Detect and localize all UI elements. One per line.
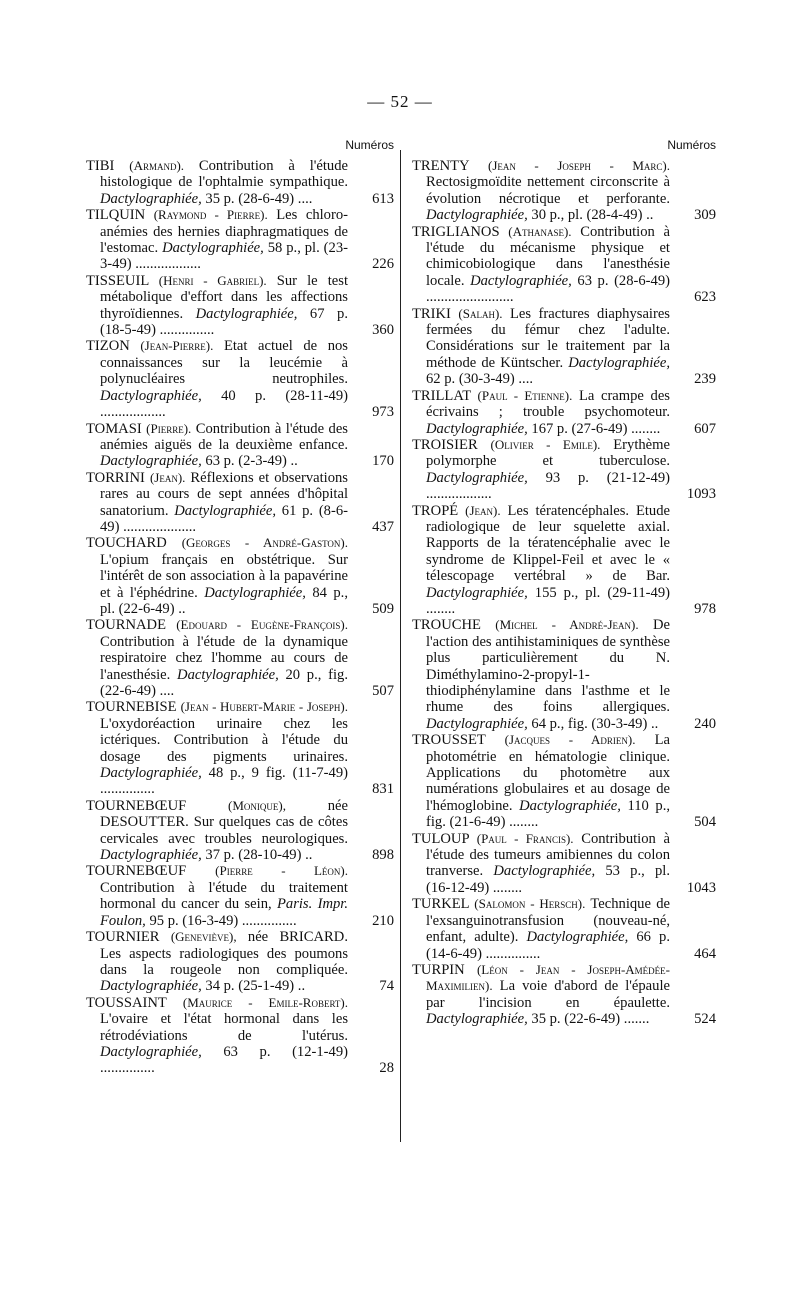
publication: Dactylographiée, [100, 978, 202, 995]
thesis-entry [86, 995, 394, 1077]
author-surname: TURKEL [412, 896, 470, 913]
publication-details: 93 p. (21-12-49) .................. [426, 469, 670, 503]
author-surname: TRIGLIANOS [412, 223, 500, 240]
thesis-title: Rectosigmoïdite nettement circonscrite à évolution nécrotique et perforante. [426, 174, 670, 207]
author-given-names: (Jean - Hubert-Marie - Joseph). [180, 699, 348, 715]
author-surname: TOMASI [86, 420, 142, 437]
thesis-title: Erythème polymorphe et tuberculose. [426, 436, 670, 470]
author-surname: TOURNEBŒUF [86, 863, 187, 880]
entry-number: 524 [694, 1011, 716, 1028]
column-header-right: Numéros [667, 138, 716, 152]
entry-text [86, 158, 348, 207]
author-given-names: (Raymond - Pierre). [153, 207, 268, 223]
publication-details: 63 p. (2-3-49) .. [205, 453, 298, 470]
thesis-title: La photométrie en hématologie clinique. Applications du photomètre aux numérations globulaires et au dosage de l'hémoglobine. [426, 732, 670, 814]
entry-text [412, 732, 670, 830]
entry-text [412, 158, 670, 224]
publication: Dactylographiée, [177, 666, 279, 683]
author-given-names: (Paul - Etienne). [477, 387, 573, 403]
entry-text [412, 437, 670, 503]
thesis-title: L'opium français en obstétrique. Sur l'intérêt de son association à la papavérine et à l'éphédrine. [100, 551, 348, 601]
entry-text [86, 421, 348, 470]
thesis-entry [412, 306, 716, 388]
entry-number: 613 [372, 190, 394, 207]
publication: Paris. Impr. Foulon, [100, 896, 348, 929]
author-given-names: (Armand). [129, 158, 185, 173]
entry-number: 1093 [686, 486, 716, 503]
entry-text [412, 962, 670, 1028]
entry-number: 210 [372, 912, 394, 929]
thesis-title: L'ovaire et l'état hormonal dans les rétrodéviations de l'utérus. [100, 1011, 348, 1044]
thesis-title: Les tératencéphales. Etude radiologique de leur squelette axial. Rapports de la tératencéphalie avec le syndrome de Klippel-Feil et avec le « télescopage vertébral » de Bar. [426, 502, 670, 585]
entry-number: 898 [372, 847, 394, 864]
author-surname: TRILLAT [412, 387, 471, 404]
thesis-entry [86, 273, 394, 339]
thesis-entry [86, 535, 394, 617]
thesis-entry [86, 158, 394, 207]
entry-text [86, 207, 348, 273]
thesis-entry [86, 699, 394, 797]
thesis-entry [412, 158, 716, 224]
author-given-names: (Michel - André-Jean). [495, 617, 639, 633]
author-surname: TRIKI [412, 305, 451, 322]
author-surname: TROUSSET [412, 732, 486, 749]
entry-number: 623 [694, 289, 716, 306]
publication-details: 63 p. (28-6-49) ........................ [426, 272, 670, 306]
entry-text [86, 338, 348, 420]
author-surname: TORRINI [86, 469, 145, 486]
publication: Dactylographiée, [426, 584, 528, 601]
entry-number: 507 [372, 683, 394, 699]
entry-number: 226 [372, 256, 394, 273]
entry-text [86, 863, 348, 929]
author-given-names: (Olivier - Emile). [490, 436, 601, 452]
author-given-names: (Henri - Gabriel). [158, 272, 267, 288]
thesis-title: Les chloro-anémies des hernies diaphragmatiques de l'estomac. [100, 207, 348, 257]
thesis-title: Contribution à l'étude des tumeurs amibiennes du colon tranverse. [426, 830, 670, 880]
author-given-names: (Athanase). [508, 223, 572, 239]
author-given-names: (Edouard - Eugène-François). [176, 617, 348, 633]
author-given-names: (Jean). [149, 469, 186, 485]
publication-details: 167 p. (27-6-49) ........ [531, 420, 661, 437]
thesis-entry [412, 962, 716, 1028]
thesis-title: née BRICARD. Les aspects radiologiques des poumons dans la rougeole non compliquée. [100, 929, 348, 978]
publication-details: 61 p. (8-6-49) .................... [100, 502, 348, 535]
author-given-names: (Jean - Joseph - Marc). [487, 158, 670, 173]
entry-text [412, 503, 670, 618]
author-given-names: (Jean-Pierre). [140, 338, 214, 354]
entry-number: 978 [694, 600, 716, 617]
publication: Dactylographiée, [470, 272, 572, 289]
publication: Dactylographiée, [195, 305, 298, 322]
right-column [412, 138, 716, 1028]
author-given-names: (Pierre - Léon). [215, 863, 349, 879]
author-given-names: (Geneviève), [170, 929, 237, 945]
thesis-entry [86, 863, 394, 929]
column-divider [400, 150, 401, 1142]
author-surname: TILQUIN [86, 207, 146, 224]
entry-text [86, 535, 348, 617]
author-surname: TRENTY [412, 158, 470, 174]
entry-text [86, 617, 348, 699]
author-given-names: (Pierre). [146, 420, 192, 436]
publication: Dactylographiée, [100, 765, 202, 782]
entry-number: 1043 [686, 879, 716, 896]
author-surname: TIZON [86, 338, 130, 355]
entry-text [412, 831, 670, 897]
publication-details: 67 p. (18-5-49) ............... [100, 305, 348, 339]
entry-text [412, 896, 670, 962]
page-number: — 52 — [367, 92, 433, 111]
thesis-title: Réflexions et observations rares au cours de sept années d'hôpital sanatorium. [100, 469, 348, 519]
author-surname: TOUSSAINT [86, 994, 167, 1011]
thesis-entry [412, 617, 716, 732]
thesis-title: Technique de l'exsanguinotransfusion (nouveau-né, enfant, adulte). [426, 896, 670, 946]
thesis-entry [86, 929, 394, 995]
author-surname: TOURNIER [86, 929, 160, 946]
entry-number: 509 [372, 600, 394, 617]
publication: Dactylographiée, [493, 863, 596, 880]
publication: Dactylographiée, [426, 715, 528, 732]
right-entry-list [412, 158, 716, 1028]
publication-details: 155 p., pl. (29-11-49) ........ [426, 584, 670, 617]
entry-number: 309 [694, 207, 716, 224]
author-given-names: (Paul - Francis). [476, 830, 574, 846]
entry-text [86, 699, 348, 797]
publication-details: 53 p., pl. (16-12-49) ........ [426, 863, 670, 896]
thesis-entry [412, 437, 716, 503]
thesis-title: Contribution à l'étude du mécanisme physique et chimicobiologique dans l'anesthésie locale. [426, 223, 670, 289]
publication-details: 20 p., fig. (22-6-49) .... [100, 666, 348, 699]
thesis-title: La voie d'abord de l'épaule par l'incision en épaulette. [426, 978, 670, 1011]
entry-number: 437 [372, 518, 394, 535]
author-surname: TURPIN [412, 961, 465, 978]
thesis-entry [412, 388, 716, 437]
entry-number: 504 [694, 814, 716, 831]
thesis-entry [412, 503, 716, 618]
publication-details: 62 p. (30-3-49) .... [426, 371, 534, 388]
publication: Dactylographiée, [162, 240, 264, 257]
publication-details: 30 p., pl. (28-4-49) .. [531, 207, 654, 224]
author-given-names: (Georges - André-Gaston). [181, 535, 348, 551]
thesis-title: De l'action des antihistaminiques de synthèse plus particulièrement du N. Diméthylamino-2-propyl-1-thiodiphénylamine dans l'asthme et le rhume des foins allergiques. [426, 617, 670, 716]
entry-text [86, 470, 348, 536]
entry-number: 239 [694, 371, 716, 388]
entry-number: 170 [372, 453, 394, 470]
thesis-title: Contribution à l'étude du traitement hormonal du cancer du sein, [100, 879, 348, 913]
publication-details: 37 p. (28-10-49) .. [205, 847, 313, 864]
thesis-title: Les fractures diaphysaires fermées du fémur chez l'adulte. Considérations sur le traitement par la méthode de Küntscher. [426, 305, 670, 371]
publication: Dactylographiée, [100, 190, 202, 207]
thesis-entry [412, 831, 716, 897]
author-surname: TOUCHARD [86, 535, 167, 552]
publication-details: 64 p., fig. (30-3-49) .. [531, 715, 659, 732]
entry-text [412, 306, 670, 388]
thesis-entry [86, 338, 394, 420]
author-given-names: (Salomon - Hersch). [474, 896, 586, 912]
thesis-entry [86, 207, 394, 273]
entry-text [86, 995, 348, 1077]
thesis-entry [412, 224, 716, 306]
entry-number: 464 [694, 945, 716, 962]
thesis-title: Sur le test métabolique d'effort dans les affections thyroïdiennes. [100, 272, 348, 322]
author-given-names: (Maurice - Emile-Robert). [182, 994, 348, 1010]
publication-details: 110 p., fig. (21-6-49) ........ [426, 797, 670, 831]
publication: Dactylographiée, [426, 207, 528, 224]
author-surname: TISSEUIL [86, 272, 149, 289]
publication-details: 58 p., pl. (23-3-49) .................. [100, 240, 348, 273]
thesis-title: née DESOUTTER. Sur quelques cas de côtes cervicales avec troubles neurologiques. [100, 797, 348, 847]
publication: Dactylographiée, [526, 929, 629, 946]
author-surname: TOURNEBISE [86, 699, 177, 716]
author-surname: TULOUP [412, 830, 470, 847]
publication: Dactylographiée, [100, 387, 202, 404]
author-surname: TROISIER [412, 436, 478, 453]
entry-number: 28 [379, 1060, 394, 1077]
publication: Dactylographiée, [100, 453, 202, 470]
author-given-names: (Salah). [458, 305, 503, 321]
entry-number: 360 [372, 322, 394, 339]
publication-details: 35 p. (22-6-49) ....... [531, 1011, 650, 1028]
thesis-entry [86, 421, 394, 470]
author-given-names: (Monique), [228, 797, 286, 813]
thesis-entry [86, 617, 394, 699]
publication-details: 48 p., 9 fig. (11-7-49) ............... [100, 765, 348, 798]
thesis-title: Contribution à l'étude histologique de l'ophtalmie sympathique. [100, 158, 348, 191]
entry-text [412, 224, 670, 306]
publication: Dactylographiée, [204, 584, 306, 601]
entry-number: 240 [694, 715, 716, 732]
entry-text [412, 388, 670, 437]
author-surname: TOURNEBŒUF [86, 797, 187, 814]
publication: Dactylographiée, [174, 502, 276, 519]
publication-details: 66 p. (14-6-49) ............... [426, 929, 670, 962]
publication: Dactylographiée, [568, 354, 670, 371]
publication-details: 63 p. (12-1-49) ............... [100, 1043, 348, 1077]
author-given-names: (Jean). [465, 502, 501, 518]
author-surname: TOURNADE [86, 617, 166, 634]
publication: Dactylographiée, [519, 797, 621, 814]
thesis-title: Contribution à l'étude des anémies aiguës de la deuxième enfance. [100, 420, 348, 453]
publication-details: 84 p., pl. (22-6-49) .. [100, 584, 348, 617]
left-column [86, 138, 394, 1077]
author-surname: TROUCHE [412, 617, 481, 634]
entry-number: 973 [372, 404, 394, 421]
entry-text [412, 617, 670, 732]
author-given-names: (Léon - Jean - Joseph-Amédée-Maximilien). [426, 961, 670, 994]
thesis-title: Etat actuel de nos connaissances sur la leucémie à polynucléaires neutrophiles. [100, 338, 348, 388]
author-given-names: (Jacques - Adrien). [504, 732, 636, 748]
thesis-title: L'oxydoréaction urinaire chez les ictériques. Contribution à l'étude du dosage des pigments urinaires. [100, 715, 348, 765]
left-entry-list [86, 158, 394, 1077]
publication: Dactylographiée, [426, 1011, 528, 1028]
thesis-entry [412, 732, 716, 830]
thesis-entry [412, 896, 716, 962]
entry-text [86, 798, 348, 864]
entry-text [86, 929, 348, 995]
thesis-entry [86, 798, 394, 864]
publication-details: 35 p. (28-6-49) .... [205, 190, 313, 207]
publication: Dactylographiée, [426, 420, 528, 437]
author-surname: TROPÉ [412, 502, 459, 519]
entry-number: 831 [372, 781, 394, 798]
entry-number: 607 [694, 420, 716, 437]
entry-number: 74 [379, 978, 394, 995]
publication: Dactylographiée, [426, 469, 528, 486]
publication: Dactylographiée, [100, 1043, 202, 1060]
thesis-entry [86, 470, 394, 536]
publication-details: 34 p. (25-1-49) .. [205, 978, 306, 995]
entry-text [86, 273, 348, 339]
publication-details: 95 p. (16-3-49) ............... [149, 912, 297, 929]
publication: Dactylographiée, [100, 847, 202, 864]
thesis-title: Contribution à l'étude de la dynamique respiratoire chez l'homme au cours de l'anesthésie. [100, 633, 348, 683]
thesis-title: La crampe des écrivains ; trouble psychomoteur. [426, 387, 670, 421]
column-header-left: Numéros [345, 138, 394, 152]
author-surname: TIBI [86, 158, 115, 174]
publication-details: 40 p. (28-11-49) .................. [100, 387, 349, 421]
